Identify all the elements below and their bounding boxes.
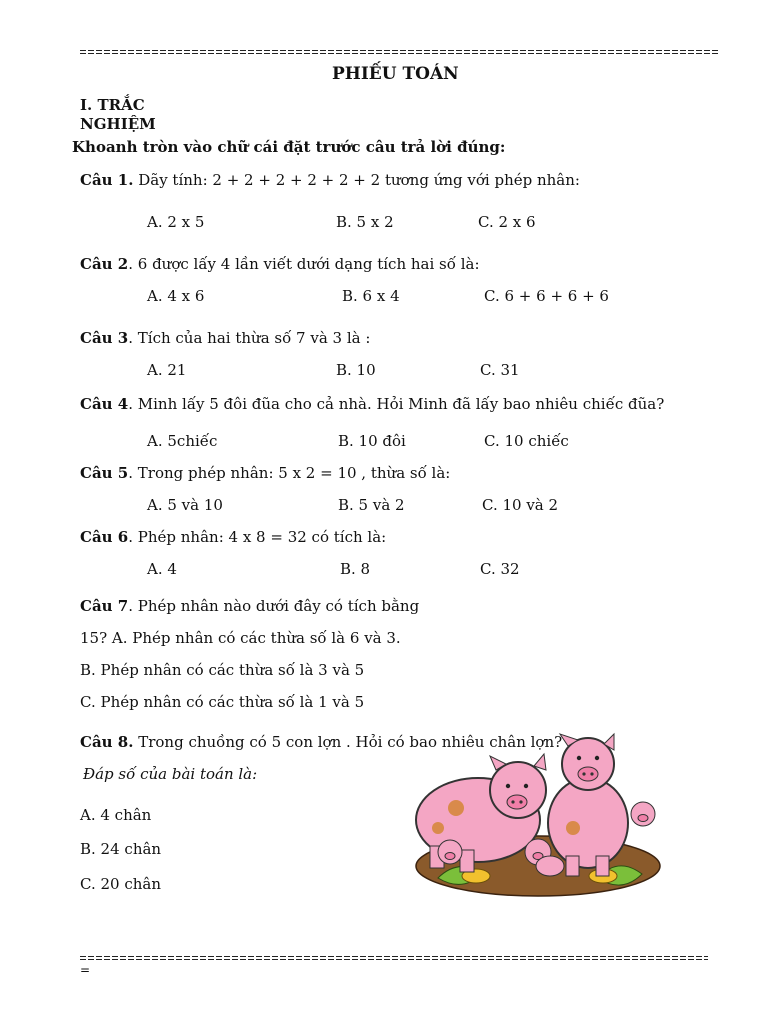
question-text: . Tích của hai thừa số 7 và 3 là : [128, 329, 371, 347]
option-a[interactable]: A. 4 chân [80, 806, 152, 824]
bottom-separator [80, 956, 708, 961]
question-7 [80, 597, 419, 615]
option-a[interactable]: A. 5 và 10 [147, 496, 223, 514]
question-text: Dãy tính: 2 + 2 + 2 + 2 + 2 + 2 tương ứng với phép nhân: [133, 171, 580, 189]
question-7-option-b[interactable]: B. Phép nhân có các thừa số là 3 và 5 [80, 661, 365, 679]
question-label: Câu 8. [80, 733, 134, 751]
option-a[interactable]: A. 21 [147, 361, 187, 379]
option-c[interactable]: C. 10 và 2 [482, 496, 559, 514]
option-a[interactable]: A. 4 [147, 560, 177, 578]
page-title: PHIẾU TOÁN [332, 64, 459, 84]
question-text: . Phép nhân nào dưới đây có tích bằng [128, 597, 420, 615]
option-c[interactable]: C. 20 chân [80, 875, 161, 893]
question-label: Câu 1. [80, 171, 134, 189]
option-c[interactable]: C. 32 [480, 560, 520, 578]
option-b[interactable]: B. 10 đôi [338, 432, 406, 450]
question-1 [80, 171, 580, 189]
option-b[interactable]: B. 24 chân [80, 840, 162, 858]
question-text: . Trong phép nhân: 5 x 2 = 10 , thừa số là: [128, 464, 451, 482]
section-heading-line1: I. TRẮC [80, 96, 145, 114]
option-c[interactable]: C. 6 + 6 + 6 + 6 [484, 287, 609, 305]
option-b[interactable]: B. 5 và 2 [338, 496, 405, 514]
option-a[interactable]: A. 5chiếc [147, 432, 218, 450]
option-a[interactable]: A. 2 x 5 [147, 213, 205, 231]
question-6 [80, 528, 386, 546]
option-a[interactable]: A. 4 x 6 [147, 287, 205, 305]
question-label: Câu 6 [80, 528, 129, 546]
pigs-illustration-icon [398, 728, 663, 908]
answer-prompt: Đáp số của bài toán là: [83, 765, 258, 783]
option-b[interactable]: B. 6 x 4 [342, 287, 400, 305]
option-b[interactable]: B. 10 [336, 361, 376, 379]
question-7-line2: 15? A. Phép nhân có các thừa số là 6 và 3. [80, 629, 401, 647]
question-2 [80, 255, 480, 273]
question-label: Câu 5 [80, 464, 129, 482]
instruction-text: Khoanh tròn vào chữ cái đặt trước câu trả lời đúng: [72, 138, 506, 156]
question-label: Câu 4 [80, 395, 129, 413]
option-b[interactable]: B. 5 x 2 [336, 213, 394, 231]
question-label: Câu 2 [80, 255, 129, 273]
option-c[interactable]: C. 2 x 6 [478, 213, 536, 231]
top-separator [80, 50, 720, 55]
question-text: . 6 được lấy 4 lần viết dưới dạng tích hai số là: [128, 255, 480, 273]
question-label: Câu 7 [80, 597, 129, 615]
footer-mark: = [80, 963, 91, 977]
question-7-option-c[interactable]: C. Phép nhân có các thừa số là 1 và 5 [80, 693, 365, 711]
section-heading-line2: NGHIỆM [80, 115, 156, 133]
question-5 [80, 464, 450, 482]
option-c[interactable]: C. 10 chiếc [484, 432, 569, 450]
option-c[interactable]: C. 31 [480, 361, 520, 379]
option-b[interactable]: B. 8 [340, 560, 371, 578]
question-text: . Minh lấy 5 đôi đũa cho cả nhà. Hỏi Minh đã lấy bao nhiêu chiếc đũa? [128, 395, 665, 413]
question-text: Trong chuồng có 5 con lợn . Hỏi có bao nhiêu chân lợn? [133, 733, 563, 751]
question-4 [80, 395, 664, 413]
question-label: Câu 3 [80, 329, 129, 347]
question-text: . Phép nhân: 4 x 8 = 32 có tích là: [128, 528, 387, 546]
question-3 [80, 329, 370, 347]
